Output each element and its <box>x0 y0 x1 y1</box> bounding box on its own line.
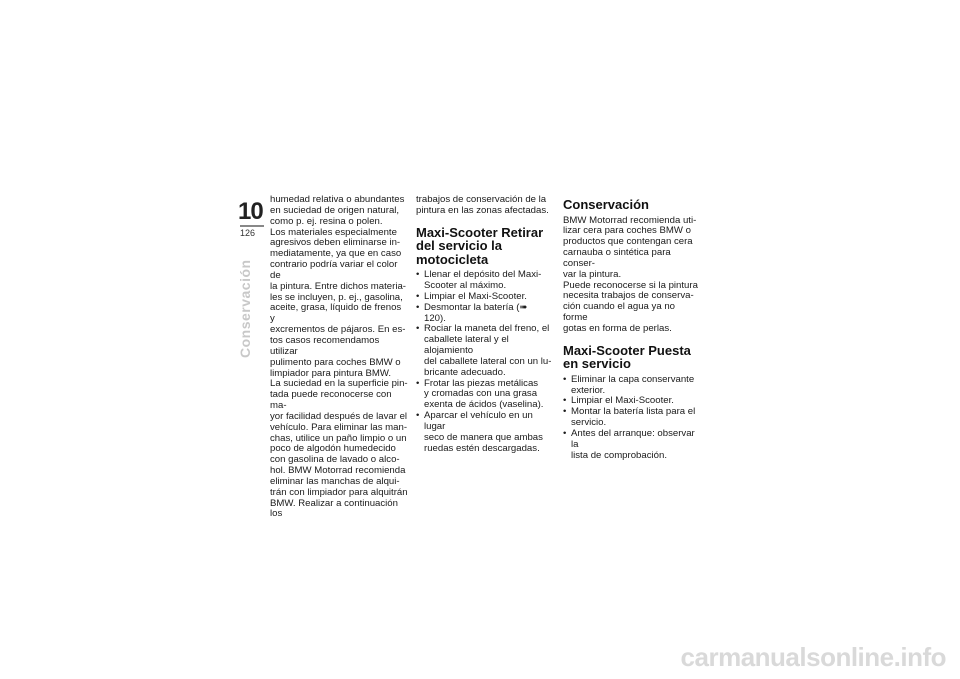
bullet-icon: • <box>416 301 420 313</box>
section-heading-recommission: Maxi-Scooter Puesta en servicio <box>563 342 691 372</box>
page-number: 126 <box>240 228 256 238</box>
list-item: • Antes del arranque: observar la lista de comprobación. <box>563 428 695 461</box>
list-item: • Eliminar la capa conservante exterior. <box>563 373 695 396</box>
list-item: • Limpiar el Maxi-Scooter. <box>563 395 674 407</box>
recommission-list <box>563 375 701 462</box>
column-1 <box>270 195 408 520</box>
decommission-list <box>416 270 552 454</box>
bullet-icon: • <box>416 269 420 281</box>
bullet-icon: • <box>416 377 420 389</box>
column-2 <box>416 195 552 455</box>
bullet-icon: • <box>563 428 567 439</box>
bullet-icon: • <box>416 323 420 335</box>
list-item: • Aparcar el vehículo en un lugar seco de manera que ambas ruedas estén descargadas. <box>416 410 543 454</box>
bullet-icon: • <box>563 373 567 385</box>
section-heading-decommission: Maxi-Scooter Retirar del servicio la motocicleta <box>416 224 544 267</box>
paragraph: La suciedad en la superficie pin- tada puede reconocerse con ma- yor facilidad después de lavar el vehículo. Para eliminar las man- chas, utilice un paño limpio o un poco de algodón humedecido con gasolina de lavado o alco- hol. BMW Motorrad recomienda eliminar las manchas de alqui- trán con limpiador para alquitrán BMW. Realizar a continuación los <box>270 378 408 520</box>
bullet-icon: • <box>563 395 567 407</box>
list-item: • Llenar el depósito del Maxi- Scooter al máximo. <box>416 269 542 292</box>
paragraph: BMW Motorrad recomienda uti- lizar cera para coches BMW o productos que contengan cera carnauba o sintética para conser- var la pintura. <box>563 214 697 280</box>
list-item: • Desmontar la batería (➠ 120). <box>416 301 528 324</box>
section-heading-care: Conservación <box>563 197 649 212</box>
paragraph: trabajos de conservación de la pintura en las zonas afectadas. <box>416 194 549 216</box>
watermark-logo: carmanualsonline.info <box>680 642 946 672</box>
list-item: • Montar la batería lista para el servicio. <box>563 406 696 429</box>
paragraph: Los materiales especialmente agresivos deben eliminarse in- mediatamente, ya que en caso contrario podría variar el color de la pintura. Entre dichos materia- les se incluyen, p. ej., gasolina, aceite, grasa, líquido de frenos y excrementos de pájaros. En es- tos casos recomendamos utilizar pulimento para coches BMW o limpiador para pintura BMW. <box>270 226 406 379</box>
bullet-icon: • <box>416 410 420 422</box>
paragraph: Puede reconocerse si la pintura necesita trabajos de conserva- ción cuando el agua ya no forme gotas en forma de perlas. <box>563 279 698 334</box>
list-item: • Frotar las piezas metálicas y cromadas con una grasa exenta de ácidos (vaselina). <box>416 377 544 411</box>
chapter-rule <box>240 225 264 227</box>
chapter-side-title: Conservación <box>237 259 253 358</box>
column-3 <box>563 195 701 462</box>
list-item: • Rociar la maneta del freno, el caballete lateral y el alojamiento del caballete lateral con un lu- bricante adecuado. <box>416 323 552 378</box>
bullet-icon: • <box>416 290 420 302</box>
chapter-number: 10 <box>238 198 263 225</box>
list-item: • Limpiar el Maxi-Scooter. <box>416 290 527 302</box>
bullet-icon: • <box>563 406 567 418</box>
paragraph: humedad relativa o abundantes en suciedad de origen natural, como p. ej. resina o polen. <box>270 194 405 227</box>
